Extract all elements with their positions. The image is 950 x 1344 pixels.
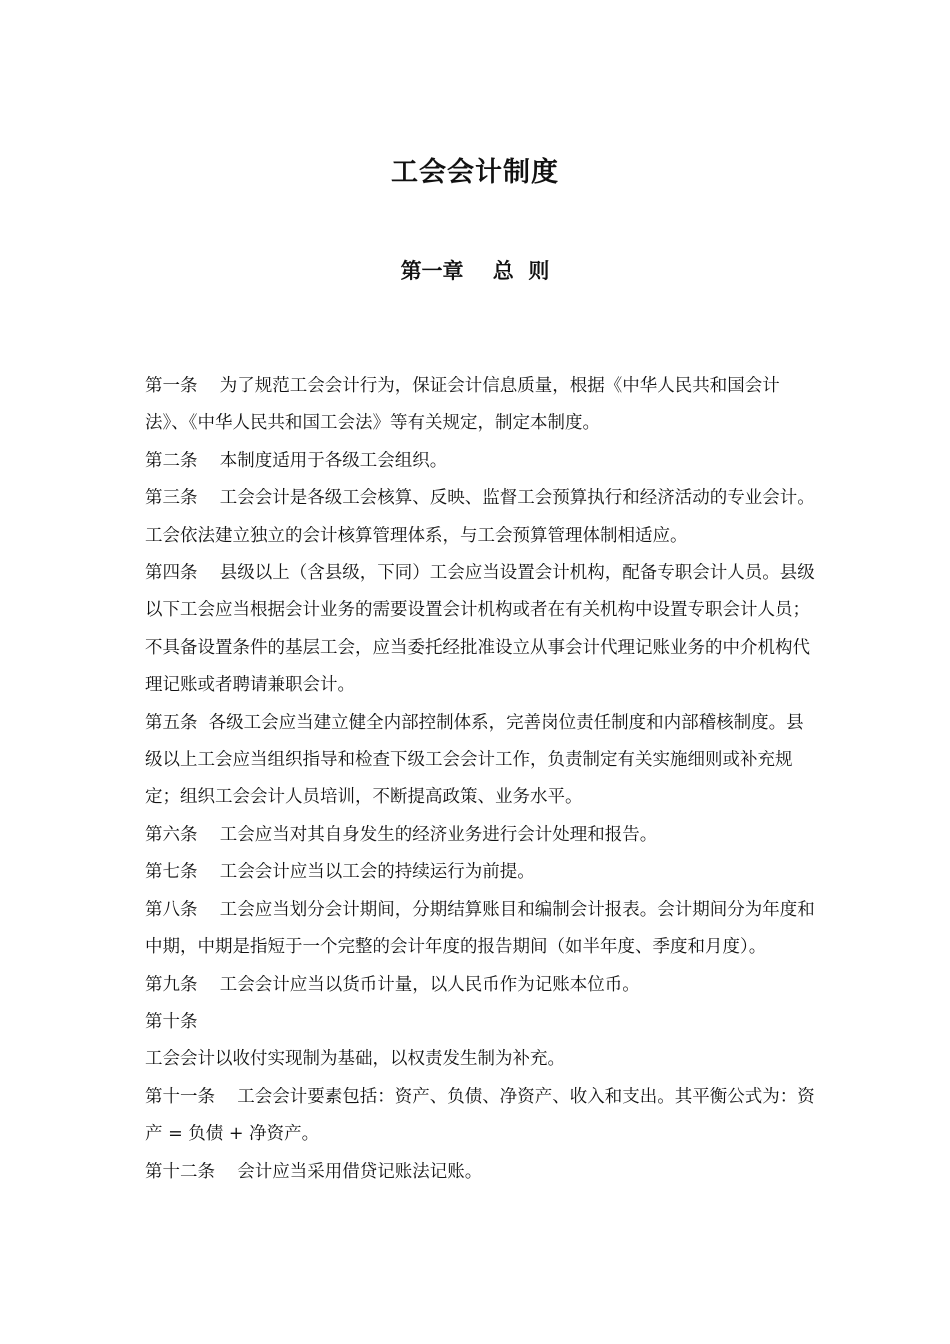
article-9: 第九条 工会会计应当以货币计量，以人民币作为记账本位币。: [145, 974, 640, 995]
chapter-title: 第一章 总 则: [400, 258, 550, 283]
article-1: 第一条 为了规范工会会计行为，保证会计信息质量，根据《中华人民共和国会计法》、《中华人民共和国工会法》等有关规定，制定本制度。: [145, 376, 780, 434]
article-2: 第二条 本制度适用于各级工会组织。: [145, 450, 448, 471]
article-12: 第十二条 会计应当采用借贷记账法记账。: [145, 1161, 483, 1182]
article-7: 第七条 工会会计应当以工会的持续运行为前提。: [145, 862, 535, 883]
article-11: 第十一条 工会会计要素包括：资产、负债、净资产、收入和支出。其平衡公式为：资产 = 负债 + 净资产。: [145, 1086, 815, 1145]
article-8: 第八条 工会应当划分会计期间，分期结算账目和编制会计报表。会计期间分为年度和中期，中期是指短于一个完整的会计年度的报告期间（如半年度、季度和月度）。: [145, 899, 815, 958]
document-body: [145, 368, 815, 1191]
article-4: 第四条 县级以上（含县级，下同）工会应当设置会计机构，配备专职会计人员。县级以下工会应当根据会计业务的需要设置会计机构或者在有关机构中设置专职会计人员；不具备设置条件的基层工会，应当委托经批准设立从事会计代理记账业务的中介机构代理记账或者聘请兼职会计。: [145, 563, 815, 696]
document-title: 工会会计制度: [391, 157, 559, 188]
article-10-text: 工会会计以收付实现制为基础，以权责发生制为补充。: [145, 1049, 565, 1070]
article-6: 第六条 工会应当对其自身发生的经济业务进行会计处理和报告。: [145, 824, 658, 845]
article-5: 第五条 各级工会应当建立健全内部控制体系，完善岗位责任制度和内部稽核制度。县级以上工会应当组织指导和检查下级工会会计工作，负责制定有关实施细则或补充规定；组织工会会计人员培训，不断提高政策、业务水平。: [145, 712, 804, 808]
article-3: 第三条 工会会计是各级工会核算、反映、监督工会预算执行和经济活动的专业会计。工会依法建立独立的会计核算管理体系，与工会预算管理体制相适应。: [145, 488, 815, 546]
article-10-heading: 第十条: [145, 1011, 198, 1032]
